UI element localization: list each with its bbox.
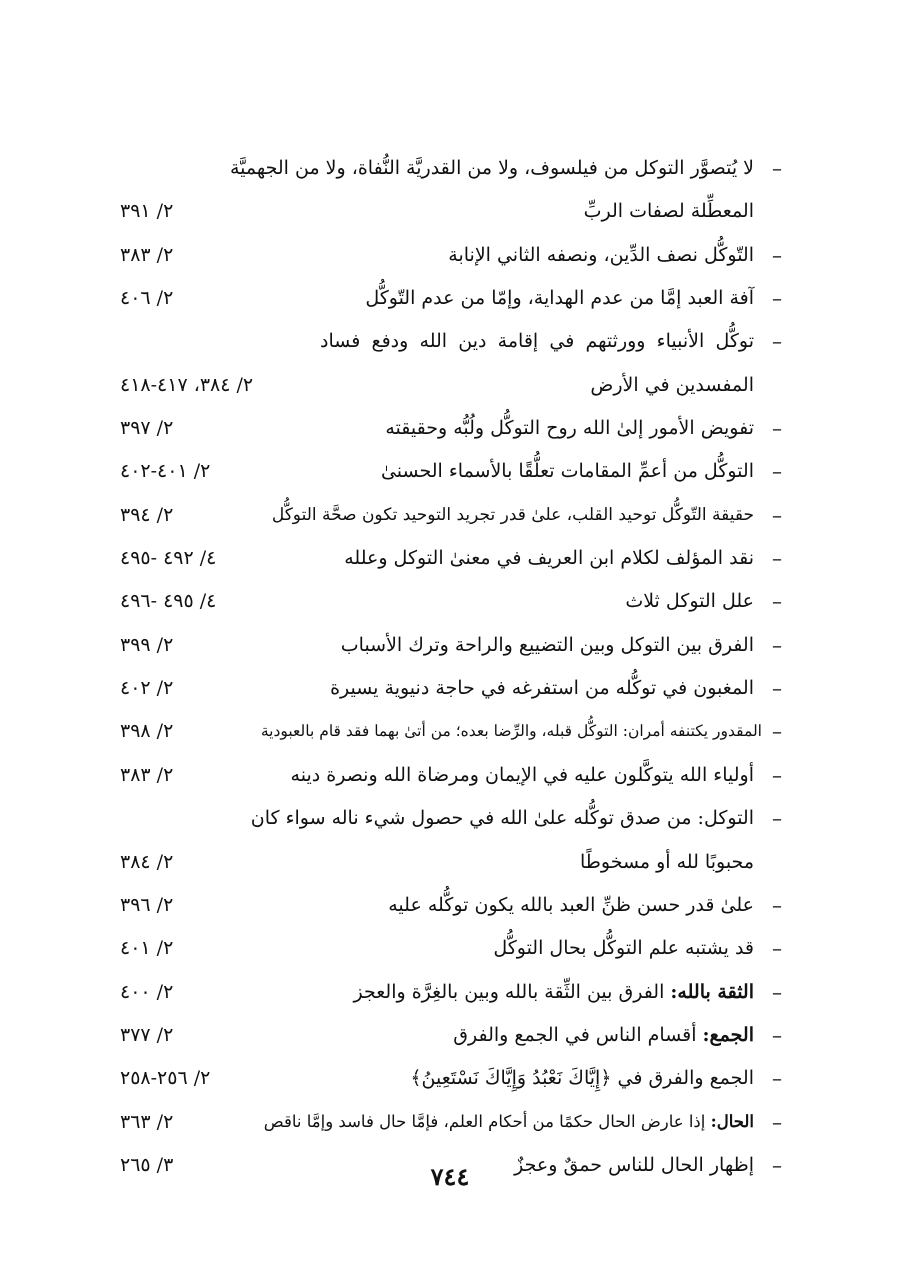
entry-dash: –	[772, 806, 782, 831]
entry-text: نقد المؤلف لكلام ابن العريف في معنىٰ التوكل وعلله	[344, 547, 754, 570]
entry-text: علىٰ قدر حسن ظنِّ العبد بالله يكون توكُّله عليه	[388, 893, 754, 916]
entry-text: المغبون في توكُّله من استفرغه في حاجة دنيوية يسيرة	[330, 677, 754, 700]
entry-reference: ٢/ ٣٩٨	[120, 720, 174, 743]
entry-reference: ٢/ ٣٩٦	[120, 893, 174, 916]
entry-reference: ٢/ ٤٠٢	[120, 677, 174, 700]
index-entry	[110, 365, 790, 408]
entry-text: التوكل: من صدق توكُّله علىٰ الله في حصول شيء ناله سواء كان	[250, 807, 754, 830]
index-entry	[110, 495, 790, 538]
entry-reference: ٢/ ٤٠١-٤٠٢	[120, 460, 211, 483]
entry-reference: ٢/ ٣٩١	[120, 200, 174, 223]
entry-dash: –	[772, 892, 782, 917]
index-entry	[110, 278, 790, 321]
entry-text: لا يُتصوَّر التوكل من فيلسوف، ولا من القدريَّة النُّفاة، ولا من الجهميَّة	[229, 157, 754, 179]
page-number: ٧٤٤	[430, 1162, 470, 1191]
index-entry	[110, 235, 790, 278]
index-entry	[110, 798, 790, 841]
entry-dash: –	[772, 979, 782, 1004]
entry-reference: ٢/ ٣٩٤	[120, 503, 174, 526]
entry-text: إظهار الحال للناس حمقٌ وعجزٌ	[514, 1153, 754, 1176]
index-entry	[110, 191, 790, 234]
entry-body: أقسام الناس في الجمع والفرق	[453, 1023, 703, 1046]
entry-body: الفرق بين الثِّقة بالله وبين بالغِرَّة والعجز	[353, 980, 671, 1003]
entry-reference: ٤/ ٤٩٢ -٤٩٥	[120, 547, 217, 570]
entry-text: الفرق بين التوكل وبين التضييع والراحة وترك الأسباب	[340, 633, 754, 656]
entry-text: حقيقة التّوكُّل توحيد القلب، علىٰ قدر تجريد التوحيد تكون صحَّة التوكُّل	[271, 504, 754, 525]
entry-text: المقدور يكتنفه أمران: التوكُّل قبله، والرِّضا بعده؛ من أتىٰ بهما فقد قام بالعبودية	[260, 722, 762, 741]
entry-reference: ٢/ ٤٠٠	[120, 980, 174, 1003]
entry-heading: الجمع:	[702, 1023, 754, 1046]
entry-text	[264, 1110, 754, 1134]
index-entry	[110, 1015, 790, 1058]
index-entry	[110, 625, 790, 668]
entry-dash: –	[772, 1152, 782, 1177]
entry-text: التوكُّل من أعمِّ المقامات تعلُّقًا بالأسماء الحسنىٰ	[380, 460, 754, 483]
index-entry	[110, 451, 790, 494]
entry-heading: الثقة بالله:	[670, 980, 754, 1003]
entry-dash: –	[772, 329, 782, 354]
entry-dash: –	[772, 589, 782, 614]
index-entry	[110, 1058, 790, 1101]
entry-dash: –	[772, 416, 782, 441]
index-entry	[110, 408, 790, 451]
entry-text: التّوكُّل نصف الدِّين، ونصفه الثاني الإنابة	[448, 243, 754, 266]
entry-text: تفويض الأمور إلىٰ الله روح التوكُّل ولُبُّه وحقيقته	[385, 417, 754, 440]
entry-reference: ٣/ ٢٦٥	[120, 1153, 174, 1176]
entry-text: علل التوكل ثلاث	[625, 590, 754, 613]
index-entry	[110, 1102, 790, 1145]
entry-dash: –	[772, 156, 782, 180]
entry-dash: –	[772, 502, 782, 527]
entry-dash: –	[772, 286, 782, 311]
entry-dash: –	[772, 719, 782, 744]
index-entries	[110, 148, 790, 1188]
index-entry	[110, 538, 790, 581]
index-entry	[110, 972, 790, 1015]
entry-reference: ٢/ ٣٨٣	[120, 763, 174, 786]
entry-reference: ٢/ ٢٥٦-٢٥٨	[120, 1067, 211, 1090]
entry-heading: الحال:	[710, 1111, 754, 1131]
entry-reference: ٢/ ٣٧٧	[120, 1023, 174, 1046]
index-entry	[110, 885, 790, 928]
index-entry	[110, 842, 790, 885]
entry-text: الجمع والفرق في ﴿إِيَّاكَ نَعْبُدُ وَإِيَّاكَ نَسْتَعِينُ﴾	[410, 1067, 754, 1090]
index-entry	[110, 928, 790, 971]
entry-text: محبوبًا لله أو مسخوطًا	[579, 850, 754, 873]
entry-dash: –	[772, 1066, 782, 1091]
index-entry	[110, 755, 790, 798]
index-entry	[110, 668, 790, 711]
entry-dash: –	[772, 676, 782, 701]
entry-reference: ٢/ ٤٠١	[120, 937, 174, 960]
entry-reference: ٢/ ٣٨٣	[120, 243, 174, 266]
entry-reference: ٤/ ٤٩٥ -٤٩٦	[120, 590, 217, 613]
entry-text	[453, 1023, 754, 1047]
entry-text	[354, 980, 754, 1004]
entry-dash: –	[772, 546, 782, 571]
entry-text: المعطِّلة لصفات الربِّ	[583, 200, 754, 223]
entry-text: قد يشتبه علم التوكُّل بحال التوكُّل	[493, 937, 754, 960]
entry-reference: ٢/ ٤٠٦	[120, 287, 174, 310]
index-entry	[110, 581, 790, 624]
entry-dash: –	[772, 762, 782, 787]
entry-dash: –	[772, 242, 782, 267]
entry-text: توكُّل الأنبياء وورثتهم في إقامة دين الله ودفع فساد	[320, 330, 754, 353]
index-entry	[110, 711, 790, 754]
entry-reference: ٢/ ٣٨٤، ٤١٧-٤١٨	[120, 373, 254, 396]
entry-text: أولياء الله يتوكَّلون عليه في الإيمان ومرضاة الله ونصرة دينه	[290, 763, 754, 786]
entry-dash: –	[772, 459, 782, 484]
index-entry	[110, 148, 790, 191]
entry-dash: –	[772, 936, 782, 961]
entry-reference: ٢/ ٣٩٧	[120, 417, 174, 440]
entry-dash: –	[772, 1109, 782, 1134]
entry-dash: –	[772, 632, 782, 657]
entry-dash: –	[772, 1022, 782, 1047]
entry-reference: ٢/ ٣٦٣	[120, 1110, 174, 1133]
entry-body: إذا عارض الحال حكمًا من أحكام العلم، فإمَّا حال فاسد وإمَّا ناقص	[263, 1111, 711, 1131]
entry-reference: ٢/ ٣٩٩	[120, 633, 174, 656]
entry-text: المفسدين في الأرض	[590, 373, 754, 396]
entry-text: آفة العبد إمَّا من عدم الهداية، وإمّا من عدم التّوكُّل	[365, 287, 754, 310]
entry-reference: ٢/ ٣٨٤	[120, 850, 174, 873]
index-entry	[110, 321, 790, 364]
